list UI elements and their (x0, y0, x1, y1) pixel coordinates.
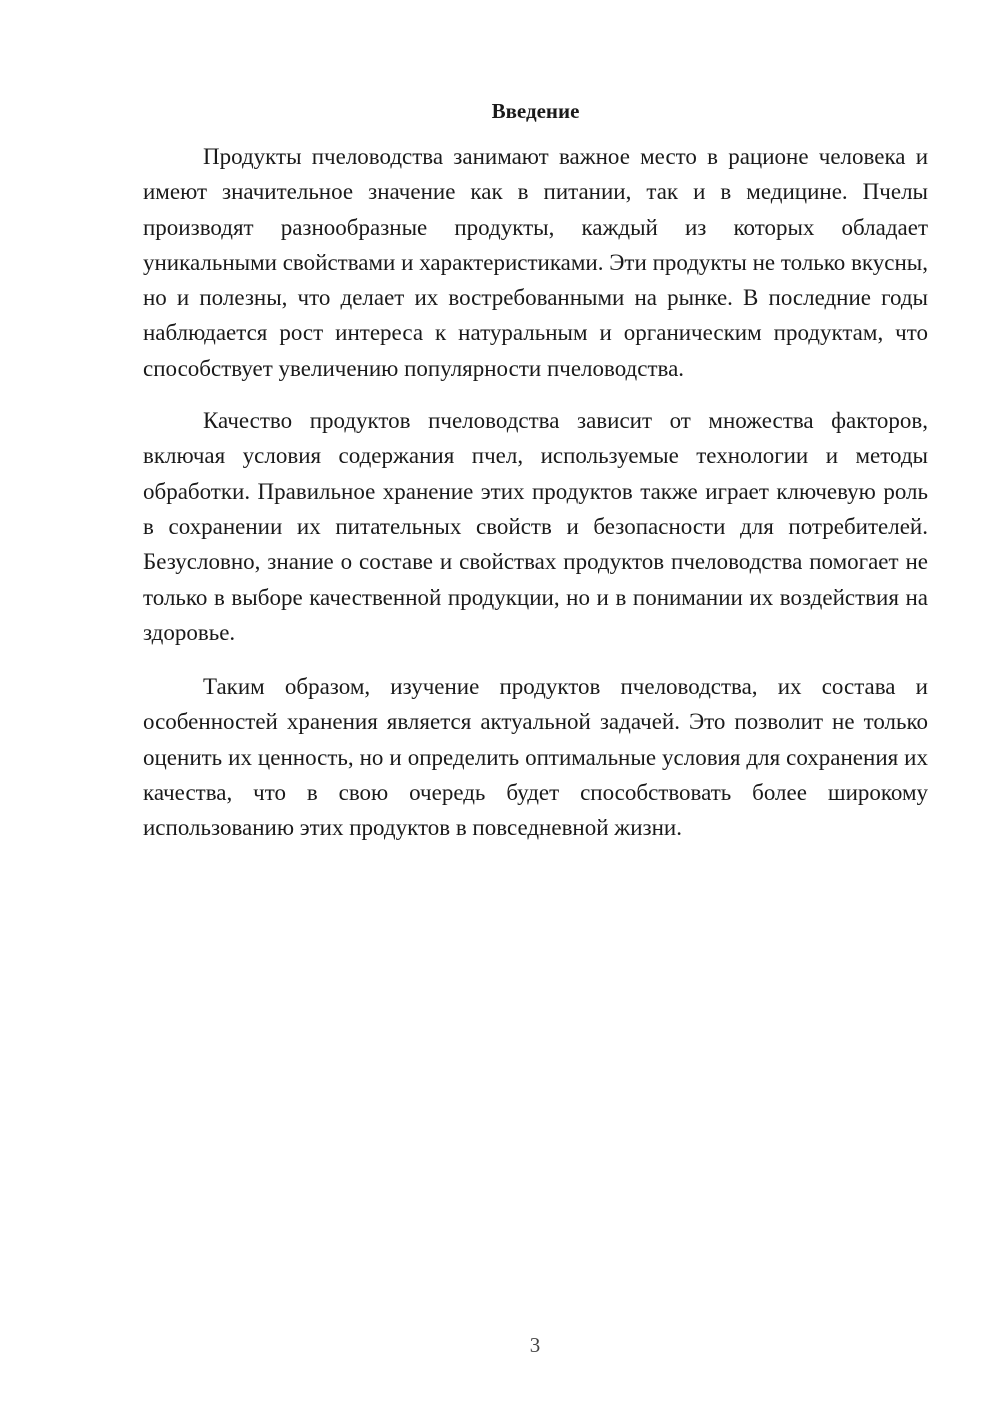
paragraph-3: Таким образом, изучение продуктов пчеловодства, их состава и особенностей хранения является актуальной задачей. Это позволит не только оценить их ценность, но и определить оптимальные условия для сохранения их качества, что в свою очередь будет способствовать более широкому использованию этих продуктов в повседневной жизни. (143, 674, 928, 841)
paragraph-1: Продукты пчеловодства занимают важное место в рационе человека и имеют значительное значение как в питании, так и в медицине. Пчелы производят разнообразные продукты, каждый из которых обладает уникальными свойствами и характеристиками. Эти продукты не только вкусны, но и полезны, что делает их востребованными на рынке. В последние годы наблюдается рост интереса к натуральным и органическим продуктам, что способствует увеличению популярности пчеловодства. (143, 144, 928, 381)
section-title: Введение (491, 99, 580, 123)
page-content (143, 96, 928, 846)
page-number: 3 (529, 1333, 541, 1357)
paragraph-2: Качество продуктов пчеловодства зависит от множества факторов, включая условия содержания пчел, используемые технологии и методы обработки. Правильное хранение этих продуктов также играет ключевую роль в сохранении их питательных свойств и безопасности для потребителей. Безусловно, знание о составе и свойствах продуктов пчеловодства помогает не только в выборе качественной продукции, но и в понимании их воздействия на здоровье. (143, 408, 928, 645)
